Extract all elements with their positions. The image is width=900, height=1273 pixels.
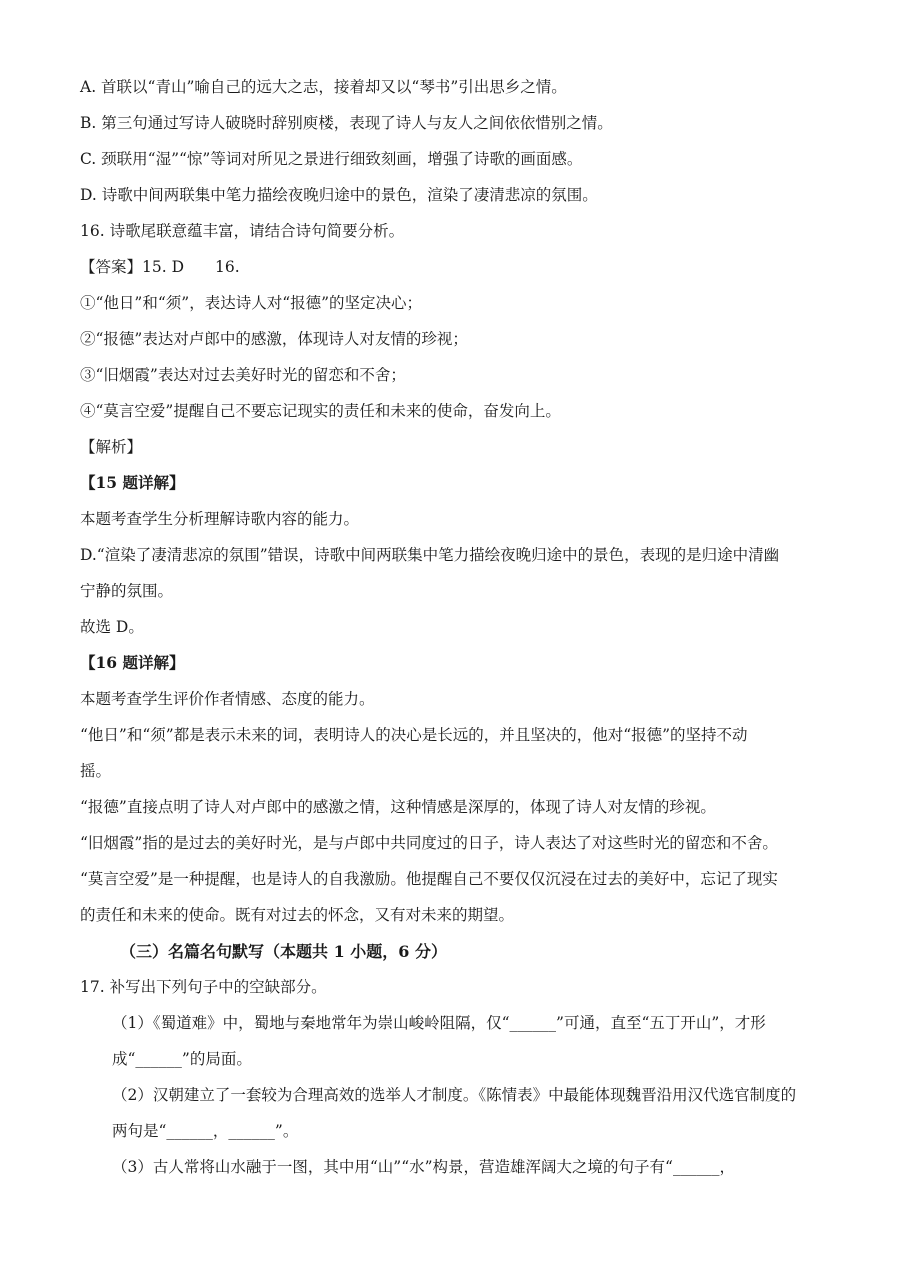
question-16: 16. 诗歌尾联意蕴丰富，请结合诗句简要分析。 xyxy=(80,222,405,240)
q17-item-1-line-1: （1）《蜀道难》中，蜀地与秦地常年为崇山峻岭阻隔，仅“______”可通，直至“五丁开山”，才形 xyxy=(112,1014,766,1032)
answer-heading: 【答案】15. D 16. xyxy=(80,258,240,276)
answer-point-2: ②“报德”表达对卢郎中的感激，体现诗人对友情的珍视； xyxy=(80,330,468,348)
answer-point-1: ①“他日”和“须”，表达诗人对“报德”的坚定决心； xyxy=(80,294,423,312)
question-17: 17. 补写出下列句子中的空缺部分。 xyxy=(80,978,327,996)
option-a: A. 首联以“青山”喻自己的远大之志，接着却又以“琴书”引出思乡之情。 xyxy=(80,78,567,96)
detail-16-para-2: “报德”直接点明了诗人对卢郎中的感激之情，这种情感是深厚的，体现了诗人对友情的珍视。 xyxy=(80,798,716,816)
detail-16-para-4-line-1: “莫言空爱”是一种提醒，也是诗人的自我激励。他提醒自己不要仅仅沉浸在过去的美好中，忘记了现实 xyxy=(80,870,778,888)
answer-point-3: ③“旧烟霞”表达对过去美好时光的留恋和不舍； xyxy=(80,366,406,384)
option-b: B. 第三句通过写诗人破晓时辞别庾楼，表现了诗人与友人之间依依惜别之情。 xyxy=(80,114,613,132)
detail-15-heading: 【15 题详解】 xyxy=(80,473,185,492)
q17-item-2-line-1: （2）汉朝建立了一套较为合理高效的选举人才制度。《陈情表》中最能体现魏晋沿用汉代选官制度的 xyxy=(112,1086,797,1104)
option-c: C. 颈联用“湿”“惊”等词对所见之景进行细致刻画，增强了诗歌的画面感。 xyxy=(80,150,583,168)
q17-item-3-line-1: （3）古人常将山水融于一图，其中用“山”“水”构景，营造雄浑阔大之境的句子有“______， xyxy=(112,1158,735,1176)
detail-15-line-1: D.“渲染了凄清悲凉的氛围”错误，诗歌中间两联集中笔力描绘夜晚归途中的景色，表现的是归途中清幽 xyxy=(80,546,780,564)
detail-15-line-2: 宁静的氛围。 xyxy=(80,582,174,600)
q17-item-2-line-2: 两句是“______，______”。 xyxy=(112,1122,299,1140)
answer-point-4: ④“莫言空爱”提醒自己不要忘记现实的责任和未来的使命，奋发向上。 xyxy=(80,402,561,420)
detail-15-intro: 本题考查学生分析理解诗歌内容的能力。 xyxy=(80,510,360,528)
detail-15-conclusion: 故选 D。 xyxy=(80,618,144,636)
option-d: D. 诗歌中间两联集中笔力描绘夜晚归途中的景色，渲染了凄清悲凉的氛围。 xyxy=(80,186,598,204)
detail-16-intro: 本题考查学生评价作者情感、态度的能力。 xyxy=(80,690,375,708)
detail-16-para-4-line-2: 的责任和未来的使命。既有对过去的怀念，又有对未来的期望。 xyxy=(80,906,515,924)
detail-16-para-3: “旧烟霞”指的是过去的美好时光，是与卢郎中共同度过的日子，诗人表达了对这些时光的留恋和不舍。 xyxy=(80,834,778,852)
q17-item-1-line-2: 成“______”的局面。 xyxy=(112,1050,252,1068)
analysis-heading: 【解析】 xyxy=(80,438,143,456)
detail-16-para-1-line-1: “他日”和“须”都是表示未来的词，表明诗人的决心是长远的，并且坚决的，他对“报德”的坚持不动 xyxy=(80,726,748,744)
section-heading: （三）名篇名句默写（本题共 1 小题，6 分） xyxy=(120,942,447,961)
detail-16-heading: 【16 题详解】 xyxy=(80,653,185,672)
detail-16-para-1-line-2: 摇。 xyxy=(80,762,112,780)
